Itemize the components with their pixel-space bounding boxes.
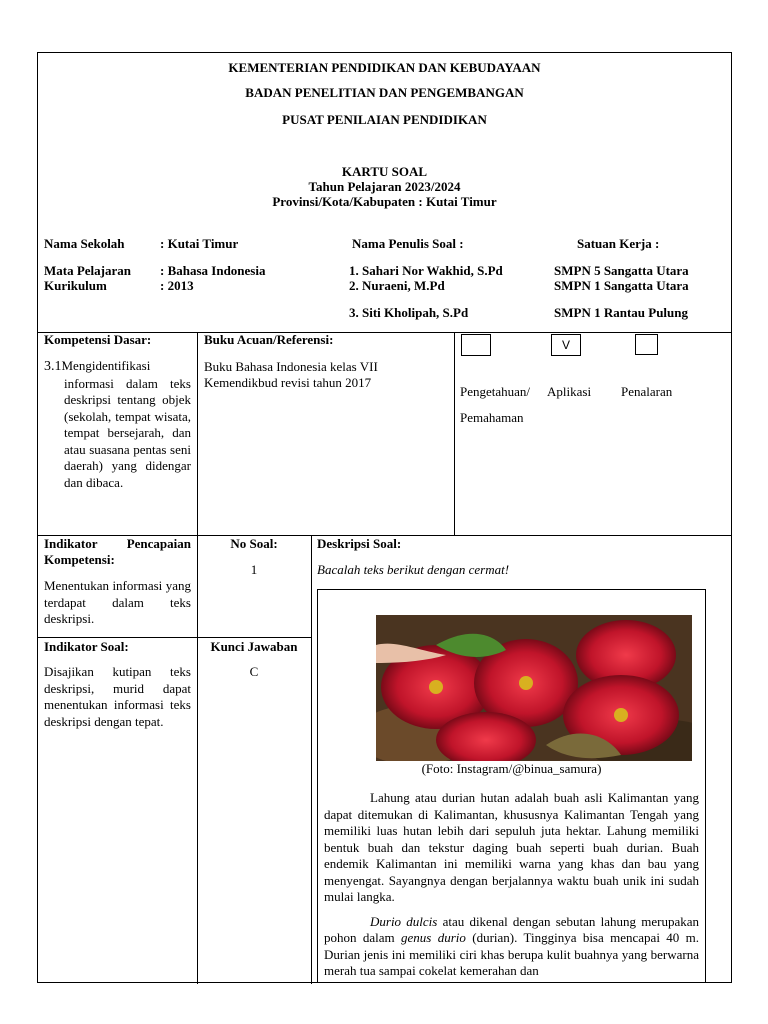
question-no-value: 1 bbox=[250, 562, 258, 577]
divider-col1 bbox=[197, 332, 198, 984]
question-no-label: No Soal: bbox=[230, 536, 278, 551]
writers-label: Nama Penulis Soal : bbox=[352, 236, 464, 251]
divider-indicator bbox=[38, 637, 312, 638]
workplace-3: SMPN 1 Rantau Pulung bbox=[554, 305, 688, 320]
writer-2: 2. Nuraeni, M.Pd bbox=[349, 278, 445, 293]
indicator-competency-label: Indikator Pencapaian Kompetensi: bbox=[44, 536, 191, 567]
paragraph-2 bbox=[324, 914, 699, 980]
divider-col2 bbox=[311, 535, 312, 984]
answer-key-value: C bbox=[249, 664, 259, 679]
subject-value: : Bahasa Indonesia bbox=[160, 263, 266, 278]
level-box-application[interactable]: V bbox=[551, 334, 581, 356]
reference-text: Buku Bahasa Indonesia kelas VII Kemendikbud revisi tahun 2017 bbox=[204, 359, 378, 390]
level-box-understanding[interactable] bbox=[461, 334, 491, 356]
indicator-competency-text: Menentukan informasi yang terdapat dalam teks deskripsi. bbox=[44, 578, 191, 626]
school-year: Tahun Pelajaran 2023/2024 bbox=[308, 179, 461, 194]
reading-passage bbox=[317, 589, 706, 983]
region: Provinsi/Kota/Kabupaten : Kutai Timur bbox=[272, 194, 497, 209]
school-label: Nama Sekolah bbox=[44, 236, 125, 251]
answer-key-label: Kunci Jawaban bbox=[210, 639, 298, 654]
reference-label: Buku Acuan/Referensi: bbox=[204, 332, 334, 347]
question-instruction: Bacalah teks berikut dengan cermat! bbox=[317, 562, 510, 577]
indicator-question-label: Indikator Soal: bbox=[44, 639, 129, 654]
workplace-label: Satuan Kerja : bbox=[577, 236, 660, 251]
level-application-label: Aplikasi bbox=[547, 384, 592, 399]
agency-title: BADAN PENELITIAN DAN PENGEMBANGAN bbox=[245, 85, 524, 100]
card-title: KARTU SOAL bbox=[341, 164, 428, 179]
level-understanding-label-2: Pemahaman bbox=[460, 410, 524, 425]
lahung-fruit-illustration bbox=[376, 615, 692, 761]
subject-label: Mata Pelajaran bbox=[44, 263, 132, 278]
indicator-question-text: Disajikan kutipan teks deskripsi, murid dapat menentukan informasi teks deskripsi dengan tepat. bbox=[44, 664, 191, 729]
level-understanding-label: Pengetahuan/ bbox=[460, 384, 531, 399]
question-card bbox=[37, 52, 732, 983]
curriculum-label: Kurikulum bbox=[44, 278, 107, 293]
competency-number: 3.1 bbox=[44, 359, 62, 374]
article-body bbox=[324, 790, 699, 980]
writer-1: 1. Sahari Nor Wakhid, S.Pd bbox=[349, 263, 503, 278]
divider-col3 bbox=[454, 332, 455, 535]
competency-body bbox=[44, 358, 191, 491]
species-name: Durio dulcis bbox=[370, 913, 438, 929]
paragraph-2-text-a: atau dikenal dengan sebutan lahung merupakan pohon dalam bbox=[324, 913, 699, 945]
competency-text: Mengidentifikasi informasi dalam teks deskripsi tentang objek (sekolah, tempat wisata, tempat bersejarah, dan atau suasana pentas seni daerah) yang didengar dan dibaca. bbox=[61, 358, 191, 490]
school-value: : Kutai Timur bbox=[160, 236, 239, 251]
workplace-1: SMPN 5 Sangatta Utara bbox=[554, 263, 689, 278]
paragraph-1: Lahung atau durian hutan adalah buah asli Kalimantan yang dapat ditemukan di Kalimantan, khususnya Kalimantan Tengah yang memiliki luas hutan lebih dari sepuluh juta hektar. Lahung memiliki bentuk buah dan tekstur daging buah seperti buah durian. Buah endemik Kalimantan ini memiliki warna yang khas dan bau yang menyengat. Sayangnya dengan berjalannya waktu buah unik ini sudah mulai langka. bbox=[324, 790, 699, 904]
photo-caption: (Foto: Instagram/@binua_samura) bbox=[421, 761, 602, 776]
workplace-2: SMPN 1 Sangatta Utara bbox=[554, 278, 689, 293]
center-title: PUSAT PENILAIAN PENDIDIKAN bbox=[282, 112, 487, 127]
lahung-fruit-photo bbox=[376, 615, 692, 761]
level-reasoning-label: Penalaran bbox=[621, 384, 673, 399]
paragraph-2-text-b: (durian). Tingginya bisa mencapai 40 m. Durian jenis ini memiliki ciri khas berupa kulit buahnya yang berwarna merah tua sampai cokelat kemerahan dan bbox=[324, 930, 700, 978]
competency-label: Kompetensi Dasar: bbox=[44, 332, 152, 347]
ministry-title: KEMENTERIAN PENDIDIKAN DAN KEBUDAYAAN bbox=[228, 60, 541, 75]
curriculum-value: : 2013 bbox=[160, 278, 194, 293]
level-box-reasoning[interactable] bbox=[635, 334, 658, 355]
question-desc-label: Deskripsi Soal: bbox=[317, 536, 402, 551]
writer-3: 3. Siti Kholipah, S.Pd bbox=[349, 305, 469, 320]
genus-name: genus durio bbox=[401, 930, 466, 945]
